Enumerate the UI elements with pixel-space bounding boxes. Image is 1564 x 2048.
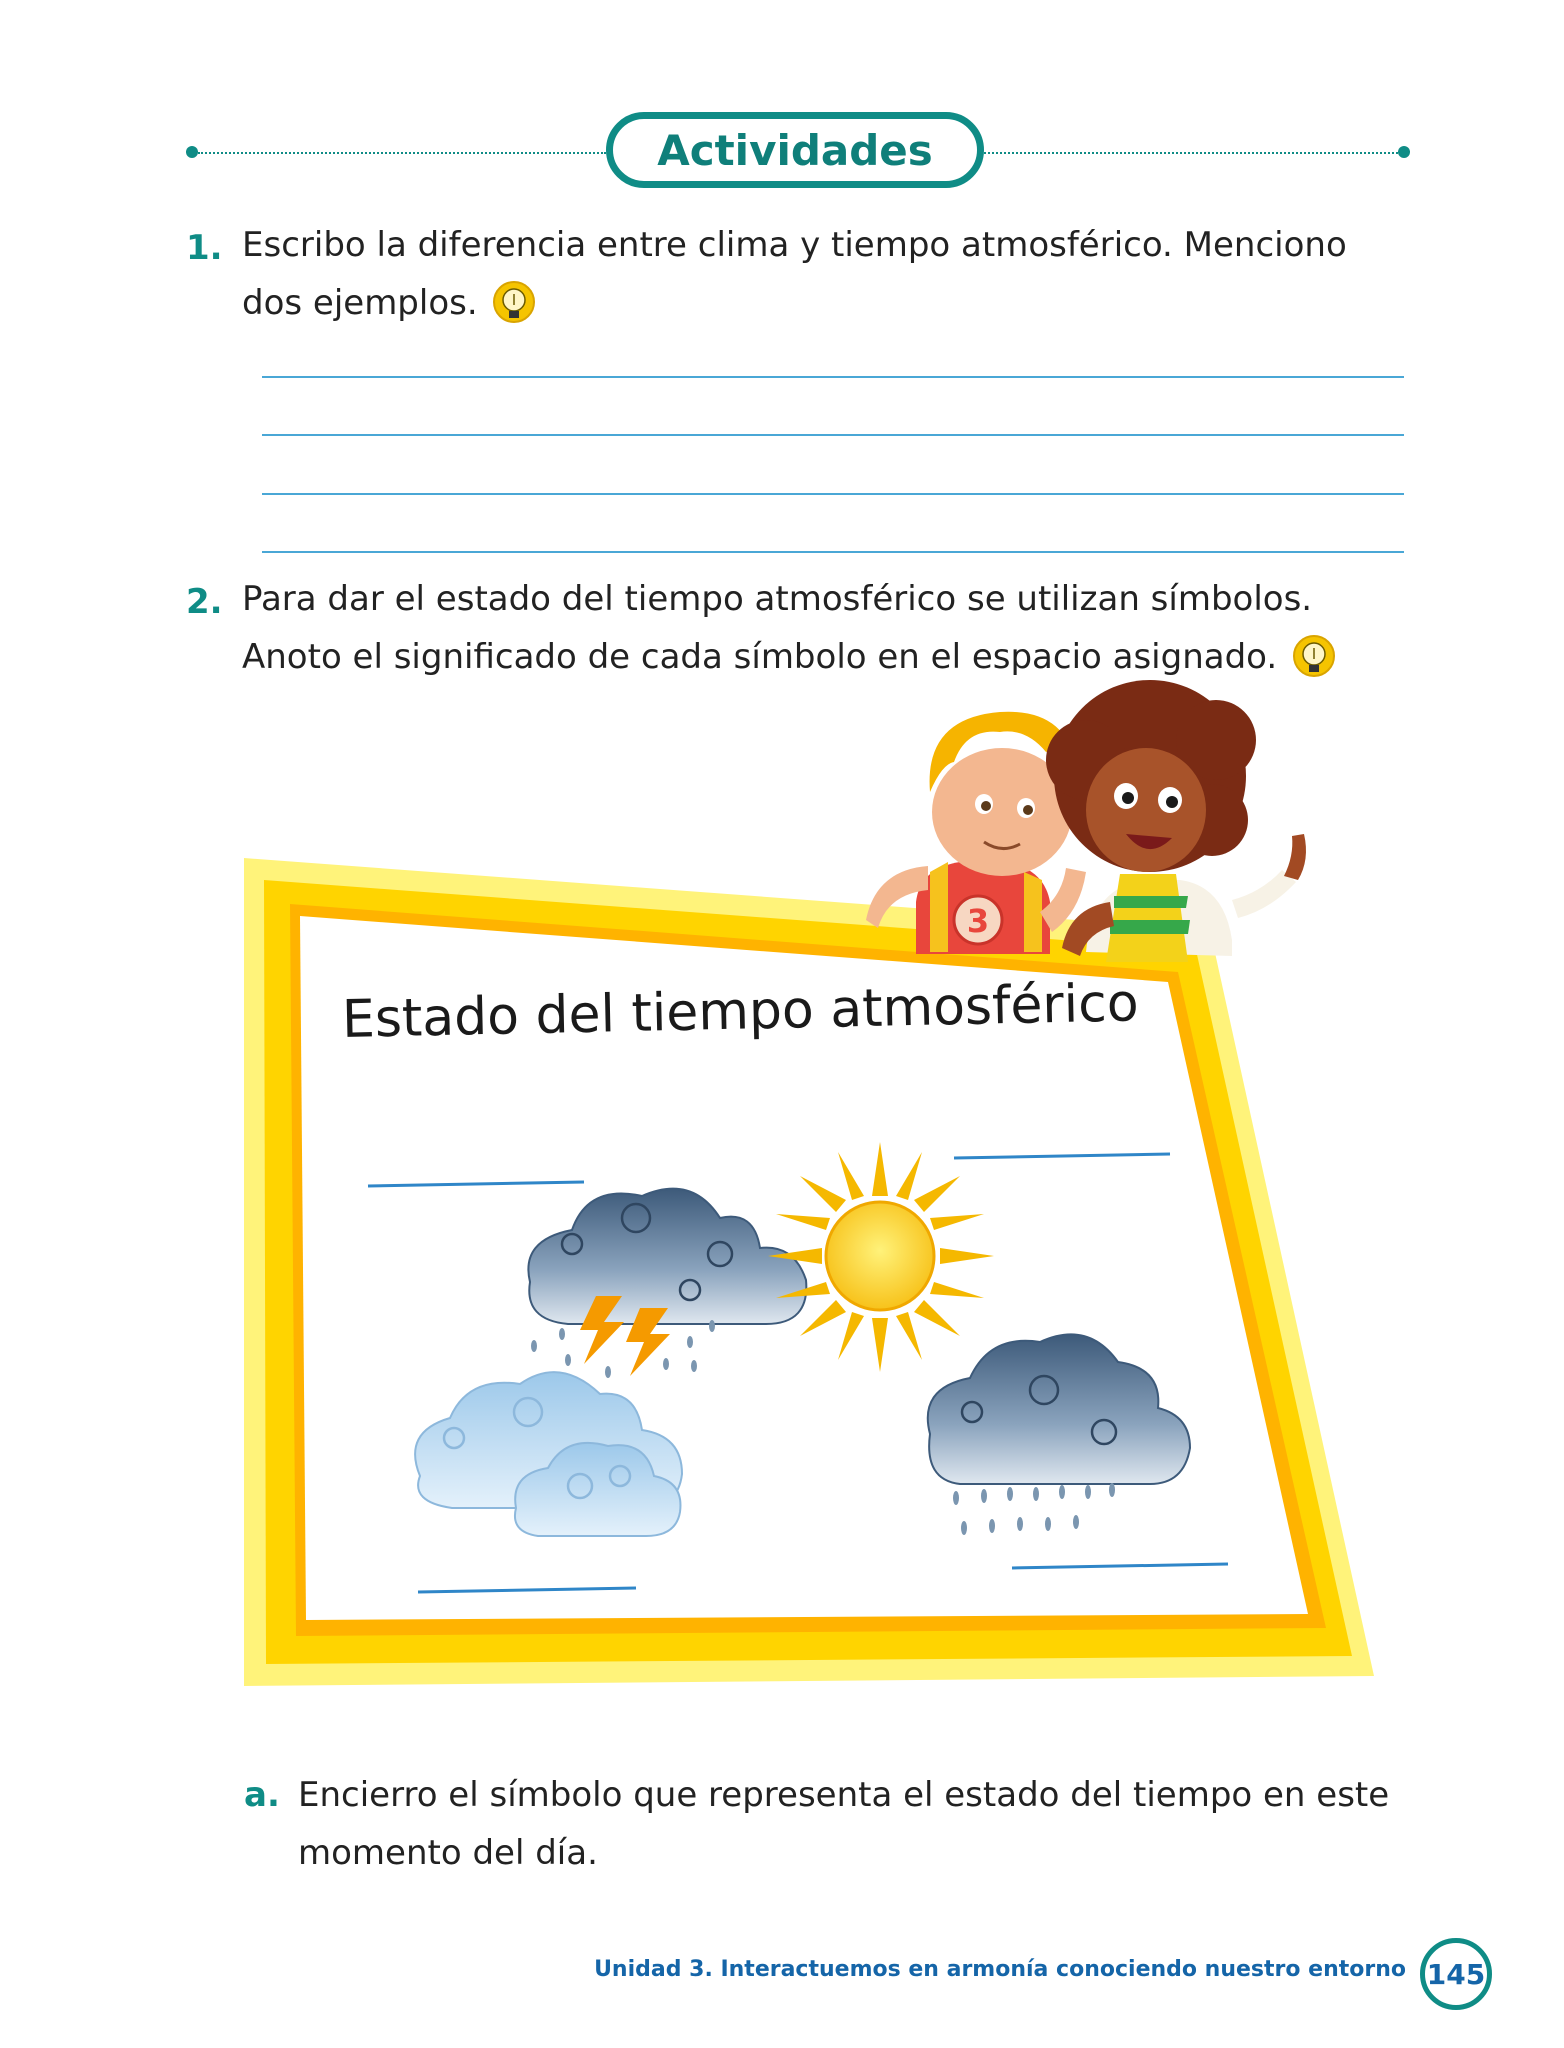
section-title: Actividades [606,112,984,188]
question-1-label: Escribo la diferencia entre clima y tiempo atmosférico. Menciono dos ejemplos. [242,225,1347,323]
question-2-label: Para dar el estado del tiempo atmosférico se utilizan símbolos. Anoto el significado de cada símbolo en el espacio asignado. [242,579,1313,677]
subquestion-a-text: Encierro el símbolo que representa el estado del tiempo en este momento del día. [298,1775,1390,1873]
question-1-number: 1. [186,228,223,268]
question-2-number: 2. [186,582,223,622]
shirt-number: 3 [966,902,990,940]
girl-character [1046,680,1306,962]
subquestion-a-letter: a. [244,1775,280,1815]
poster-title: Estado del tiempo atmosférico [341,973,1140,1050]
page-number: 145 [1420,1938,1492,2010]
footer-unit-text: Unidad 3. Interactuemos en armonía conociendo nuestro entorno [594,1957,1406,1982]
